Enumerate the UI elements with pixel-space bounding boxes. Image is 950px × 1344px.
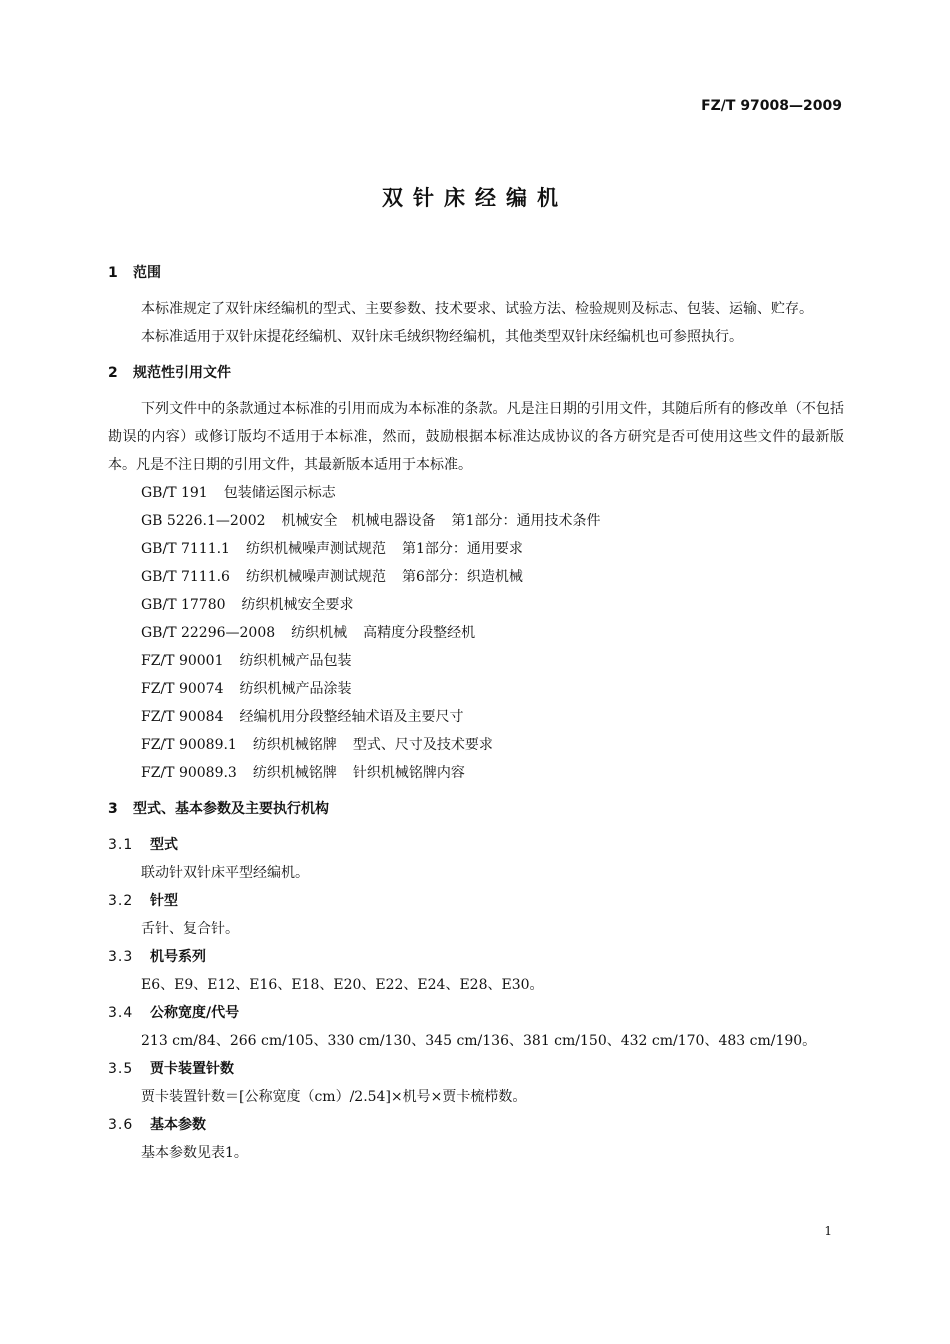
section-number: 1 <box>108 265 118 281</box>
subsection-text: E6、E9、E12、E16、E18、E20、E22、E24、E28、E30。 <box>141 977 544 993</box>
subsection-text: 联动针双针床平型经编机。 <box>141 865 309 881</box>
section-title: 规范性引用文件 <box>133 365 231 381</box>
subsection-text: 213 cm/84、266 cm/105、330 cm/130、345 cm/136、381 cm/150、432 cm/170、483 cm/190。 <box>141 1033 817 1049</box>
subsection-text: 舌针、复合针。 <box>141 921 239 937</box>
section-title: 型式、基本参数及主要执行机构 <box>133 801 329 817</box>
page-number: 1 <box>824 1224 832 1238</box>
subsection-heading: 3.3 机号系列 <box>108 949 206 965</box>
reference-item: GB/T 17780 纺织机械安全要求 <box>141 597 354 613</box>
reference-item: FZ/T 90089.3 纺织机械铭牌 针织机械铭牌内容 <box>141 765 465 781</box>
subsection-text: 贾卡装置针数＝[公称宽度（cm）/2.54]×机号×贾卡梳栉数。 <box>141 1089 527 1105</box>
paragraph: 本标准规定了双针床经编机的型式、主要参数、技术要求、试验方法、检验规则及标志、包装、运输、贮存。 <box>141 301 813 317</box>
reference-item: GB/T 22296—2008 纺织机械 高精度分段整经机 <box>141 625 476 641</box>
subsection-heading: 3.1 型式 <box>108 837 178 853</box>
reference-item: GB/T 7111.1 纺织机械噪声测试规范 第1部分：通用要求 <box>141 541 523 557</box>
reference-item: GB/T 191 包装储运图示标志 <box>141 485 336 501</box>
subsection-text: 基本参数见表1。 <box>141 1145 248 1161</box>
subsection-heading: 3.5 贾卡装置针数 <box>108 1061 234 1077</box>
document-title: 双针床经编机 <box>382 186 568 210</box>
section-heading-2 <box>108 359 844 387</box>
reference-list <box>108 479 844 787</box>
subsection-heading: 3.2 针型 <box>108 893 178 909</box>
document-body <box>108 259 844 1167</box>
section-heading-1 <box>108 259 844 287</box>
paragraph: 本标准适用于双针床提花经编机、双针床毛绒织物经编机，其他类型双针床经编机也可参照执行。 <box>141 329 743 345</box>
reference-item: FZ/T 90084 经编机用分段整经轴术语及主要尺寸 <box>141 709 464 725</box>
section-title: 范围 <box>133 265 161 281</box>
reference-item: FZ/T 90001 纺织机械产品包装 <box>141 653 352 669</box>
paragraph: 下列文件中的条款通过本标准的引用而成为本标准的条款。凡是注日期的引用文件，其随后所有的修改单（不包括勘误的内容）或修订版均不适用于本标准，然而，鼓励根据本标准达成协议的各方研究是否可使用这些文件的最新版本。凡是不注日期的引用文件，其最新版本适用于本标准。 <box>108 401 844 473</box>
section-number: 3 <box>108 801 118 817</box>
section-number: 2 <box>108 365 118 381</box>
reference-item: FZ/T 90089.1 纺织机械铭牌 型式、尺寸及技术要求 <box>141 737 493 753</box>
section-heading-3 <box>108 795 844 823</box>
standard-code: FZ/T 97008—2009 <box>701 98 842 114</box>
reference-item: GB/T 7111.6 纺织机械噪声测试规范 第6部分：织造机械 <box>141 569 523 585</box>
reference-item: FZ/T 90074 纺织机械产品涂装 <box>141 681 352 697</box>
reference-item: GB 5226.1—2002 机械安全 机械电器设备 第1部分：通用技术条件 <box>141 513 601 529</box>
subsection-heading: 3.4 公称宽度/代号 <box>108 1005 240 1021</box>
subsection-heading: 3.6 基本参数 <box>108 1117 206 1133</box>
